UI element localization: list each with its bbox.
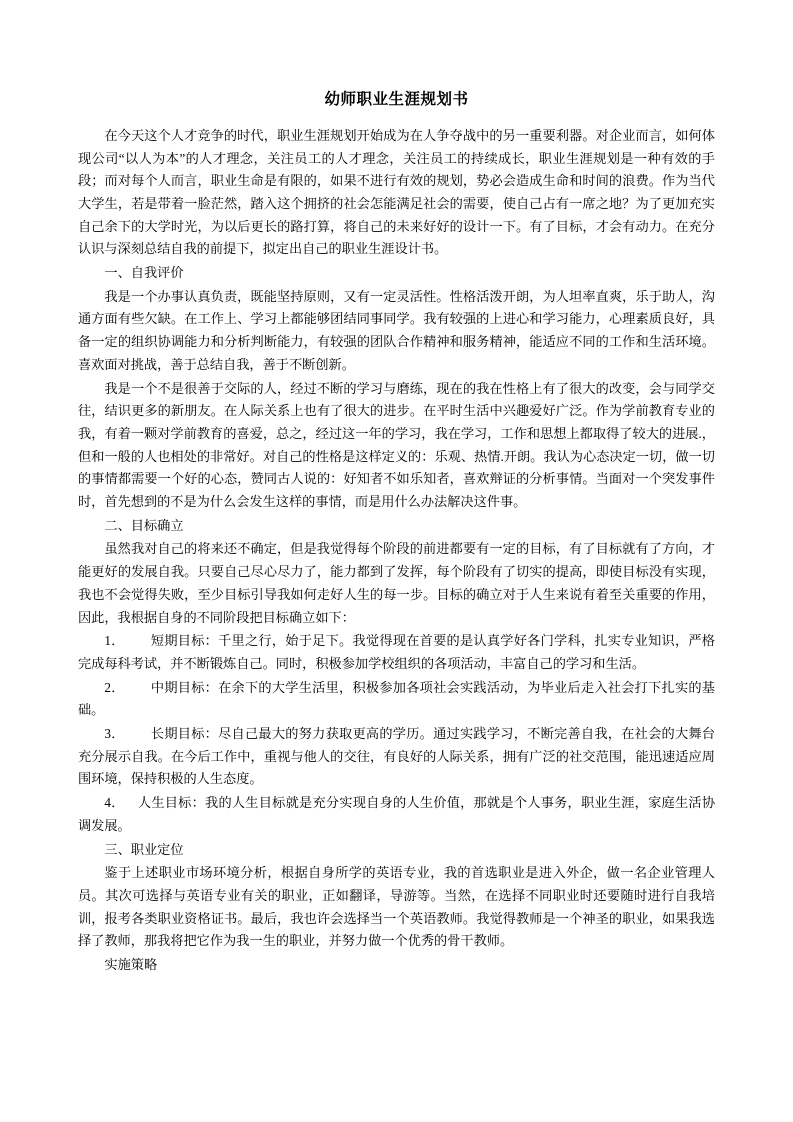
list-item	[78, 630, 715, 675]
paragraph: 虽然我对自己的将来还不确定，但是我觉得每个阶段的前进都要有一定的目标，有了目标就有了方向，才能更好的发展自我。只要自己尽心尽力了，能力都到了发挥，每个阶段有了切实的提高，即使目标没有实现，我也不会觉得失败，至少目标引导我如何走好人生的每一步。目标的确立对于人生来说有着至关重要的作用，因此，我根据自身的不同阶段把目标确立如下：	[78, 541, 715, 625]
section-heading-career-positioning: 三、职业定位	[104, 841, 184, 857]
list-item-number: 4．	[104, 795, 125, 811]
list-item-number: 2．	[104, 679, 125, 695]
paragraph: 我是一个不是很善于交际的人，经过不断的学习与磨练，现在的我在性格上有了很大的改变，会与同学交往，结识更多的新朋友。在人际关系上也有了很大的进步。在平时生活中兴趣爱好广泛。作为学前教育专业的我，有着一颗对学前教育的喜爱，总之，经过这一年的学习，我在学习，工作和思想上都取得了较大的进展.，但和一般的人也相处的非常好。对自己的性格是这样定义的：乐观、热情.开朗。我认为心态决定一切，做一切的事情都需要一个好的心态，赞同古人说的：好知者不如乐知者，喜欢辩证的分析事情。当面对一个突发事件时，首先想到的不是为什么会发生这样的事情，而是用什么办法解决这件事。	[78, 380, 715, 510]
page-title: 幼师职业生涯规划书	[324, 91, 469, 108]
list-item-number: 1．	[104, 633, 125, 649]
paragraph: 鉴于上述职业市场环境分析，根据自身所学的英语专业，我的首选职业是进入外企，做一名企业管理人员。其次可选择与英语专业有关的职业，正如翻译，导游等。当然，在选择不同职业时还要随时进行自我培训，报考各类职业资格证书。最后，我也许会选择当一个英语教师。我觉得教师是一个神圣的职业，如果我选择了教师，那我将把它作为我一生的职业，并努力做一个优秀的骨干教师。	[78, 865, 715, 949]
list-item-text: 中期目标：在余下的大学生活里，积极参加各项社会实践活动，为毕业后走入社会打下扎实的基础。	[78, 679, 715, 718]
list-item-number: 3．	[104, 726, 125, 742]
list-item-text: 人生目标：我的人生目标就是充分实现自身的人生价值，那就是个人事务，职业生涯，家庭生活协调发展。	[78, 795, 716, 833]
intro-paragraph: 在今天这个人才竞争的时代，职业生涯规划开始成为在人争夺战中的另一重要利器。对企业而言，如何体现公司“以人为本”的人才理念，关注员工的人才理念，关注员工的持续成长，职业生涯规划是一种有效的手段；而对每个人而言，职业生命是有限的，如果不进行有效的规划，势必会造成生命和时间的浪费。作为当代大学生，若是带着一脸茫然，踏入这个拥挤的社会怎能满足社会的需要，使自己占有一席之地？为了更加充实自己余下的大学时光，为以后更长的路打算，将自己的未来好好的设计一下。有了目标，才会有动力。在充分认识与深刻总结自我的前提下，拟定出自己的职业生涯设计书。	[78, 127, 715, 257]
list-item	[78, 792, 715, 837]
section-heading-self-evaluation: 一、自我评价	[104, 265, 184, 281]
list-item	[78, 677, 715, 722]
implementation-strategy-heading: 实施策略	[104, 957, 158, 973]
list-item-text: 短期目标：千里之行，始于足下。我觉得现在首要的是认真学好各门学科，扎实专业知识，严格完成每科考试，并不断锻炼自己。同时，积极参加学校组织的各项活动，丰富自己的学习和生活。	[78, 633, 715, 671]
section-heading-goal-setting: 二、目标确立	[104, 517, 184, 533]
paragraph: 我是一个办事认真负责，既能坚持原则，又有一定灵活性。性格活泼开朗，为人坦率直爽，乐于助人，沟通方面有些欠缺。在工作上、学习上都能够团结同事同学。我有较强的上进心和学习能力，心理素质良好，具备一定的组织协调能力和分析判断能力，有较强的团队合作精神和服务精神，能适应不同的工作和生活环境。喜欢面对挑战，善于总结自我，善于不断创新。	[78, 288, 715, 372]
list-item-text: 长期目标：尽自己最大的努力获取更高的学历。通过实践学习，不断完善自我，在社会的大舞台充分展示自我。在今后工作中，重视与他人的交往，有良好的人际关系，拥有广泛的社交范围，能迅速适应周围环境，保持积极的人生态度。	[78, 726, 715, 787]
list-item	[78, 723, 715, 791]
